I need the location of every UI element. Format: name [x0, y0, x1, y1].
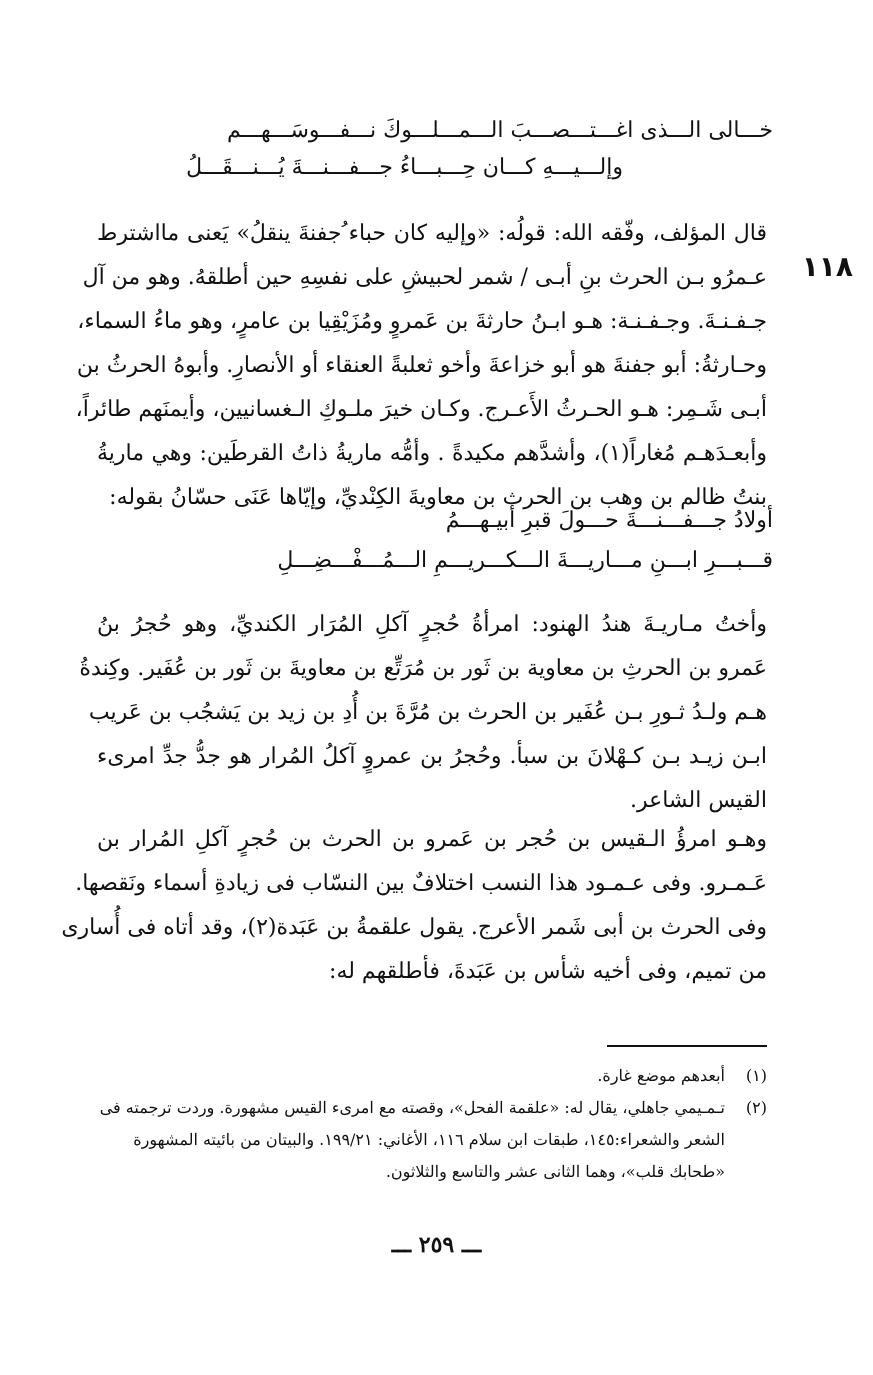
footnote-continuation: الشعر والشعراء:١٤٥، طبقات ابن سلام ١١٦، الأغاني: ١٩٩/٢١. والبيتان من بائيته المشهورة: [133, 1130, 725, 1149]
margin-number: ١١٨: [801, 250, 853, 283]
para2-line: هـم ولـدُ ثـورِ بـن عُفَير بن الحرث بن مُرَّةَ بن أُدِ بن زيد بن يَشجُب بن عَريب: [88, 700, 767, 725]
para1-line: وأبعـدَهـم مُغاراً(١)، وأشدَّهم مكيدةً . وأمُّه ماريةُ ذاتُ القرطَين: وهي ماريةُ: [97, 441, 767, 466]
para2-line: عَمرو بن الحرثِ بن معاوية بن ثَور بن مُرَتِّع بن معاويةَ بن ثَور بن عُفَير. وكِندةُ: [79, 656, 767, 681]
para2-line: ابـن زيـد بـن كـهْلانَ بن سبأ. وحُجرُ بن عمروٍ آكلُ المُرار هو جدُّ جدِّ امرىء: [97, 744, 767, 769]
para1-line: وحـارثةُ: أبو جفنةَ هو أبو خزاعةَ وأخو ثعلبةً العنقاء أو الأنصارِ. وأبوهُ الحرثُ بن: [76, 353, 767, 378]
footnote-text: تـمـيمي جاهلي، يقال له: «علقمة الفحل»، وقصته مع امرىء القيس مشهورة. وردت ترجمته فى: [99, 1098, 725, 1117]
footnote-1: [97, 1060, 767, 1092]
para1-line: جـفـنـةَ. وجـفـنـة: هـو ابـنُ حارثةَ بن عَمروٍ ومُزَيْقِيا بن عامرٍ، وهو ماءُ السماء،: [77, 309, 767, 334]
para3-line: عَـمـرو. وفى عـمـود هذا النسب اختلافٌ بين النسّاب فى زيادةِ أسماء ونَقصها.: [75, 871, 767, 896]
para2-line: وأختُ مـاريـةَ هندُ الهنود: امرأةُ حُجرٍ آكلِ المُرَار الكنديِّ، وهو حُجرُ بنُ: [97, 612, 767, 637]
paragraph-2: [79, 603, 767, 823]
para1-line: بنتُ ظالم بن وهب بن الحرث بن معاويةَ الكِنْديِّ، وإيّاها عَنَى حسّانُ بقوله:: [109, 485, 767, 510]
footnote-text: أبعدهم موضع غارة.: [597, 1066, 725, 1085]
verse2-line2: قـــبـــرِ ابـــنِ مـــاريـــةَ الـــكـــريـــمِ الـــمُـــفْـــضِـــلِ: [277, 548, 773, 573]
verse1-line1: خـــالى الـــذى اغـــتـــصـــبَ الـــمـــلـــوكَ نـــفـــوسَـــهـــم: [226, 118, 773, 143]
page-number: ـــ ٢٥٩ ـــ: [391, 1232, 482, 1258]
para3-line: وفى الحرث بن أبى شَمر الأعرج. يقول علقمةُ بن عَبَدة(٢)، وقد أتاه فى أُسارى: [61, 915, 767, 940]
para1-line: أبـى شَـمِر: هـو الحـرثُ الأَعـرج. وكـان خيرَ ملـوكِ الـغسانيين، وأيمنَهم طائراً،: [75, 397, 767, 422]
para2-line: القيس الشاعر.: [629, 788, 767, 813]
para1-line: عـمرُو بـن الحرث بنِ أبـى / شمر لحبيشِ على نفسِهِ حين أطلقهُ. وهو من آل: [82, 265, 767, 290]
footnotes: [97, 1060, 767, 1188]
paragraph-1: [75, 212, 767, 520]
verse2-line1: أولادُ جـــفـــنـــةَ حـــولَ قبرِ أبيـهـــمُ: [445, 508, 773, 533]
para1-line: قال المؤلف، وفّقه الله: قولُه: «وإليه كان حباء ُجفنةَ ينقلُ» يَعنى مااشترط: [97, 221, 767, 246]
footnote-continuation: «طحابك قلب»، وهما الثانى عشر والتاسع والثلاثون.: [385, 1162, 725, 1181]
footnote-divider: [607, 1045, 767, 1047]
paragraph-3: [61, 818, 767, 994]
verse1-line2: وإلـــيـــهِ كـــان حِـــبـــاءُ جـــفـــنـــةَ يُـــنـــقَـــلُ: [186, 155, 623, 180]
footnote-2: [97, 1092, 767, 1124]
footnote-number: (١): [745, 1066, 767, 1085]
para3-line: من تميم، وفى أخيه شأس بن عَبَدةَ، فأطلقهم له:: [329, 959, 767, 984]
para3-line: وهـو امرؤُ الـقيس بن حُجر بن عَمرو بن الحرث بن حُجرٍ آكلِ المُرار بن: [97, 827, 767, 852]
footnote-number: (٢): [745, 1098, 767, 1117]
